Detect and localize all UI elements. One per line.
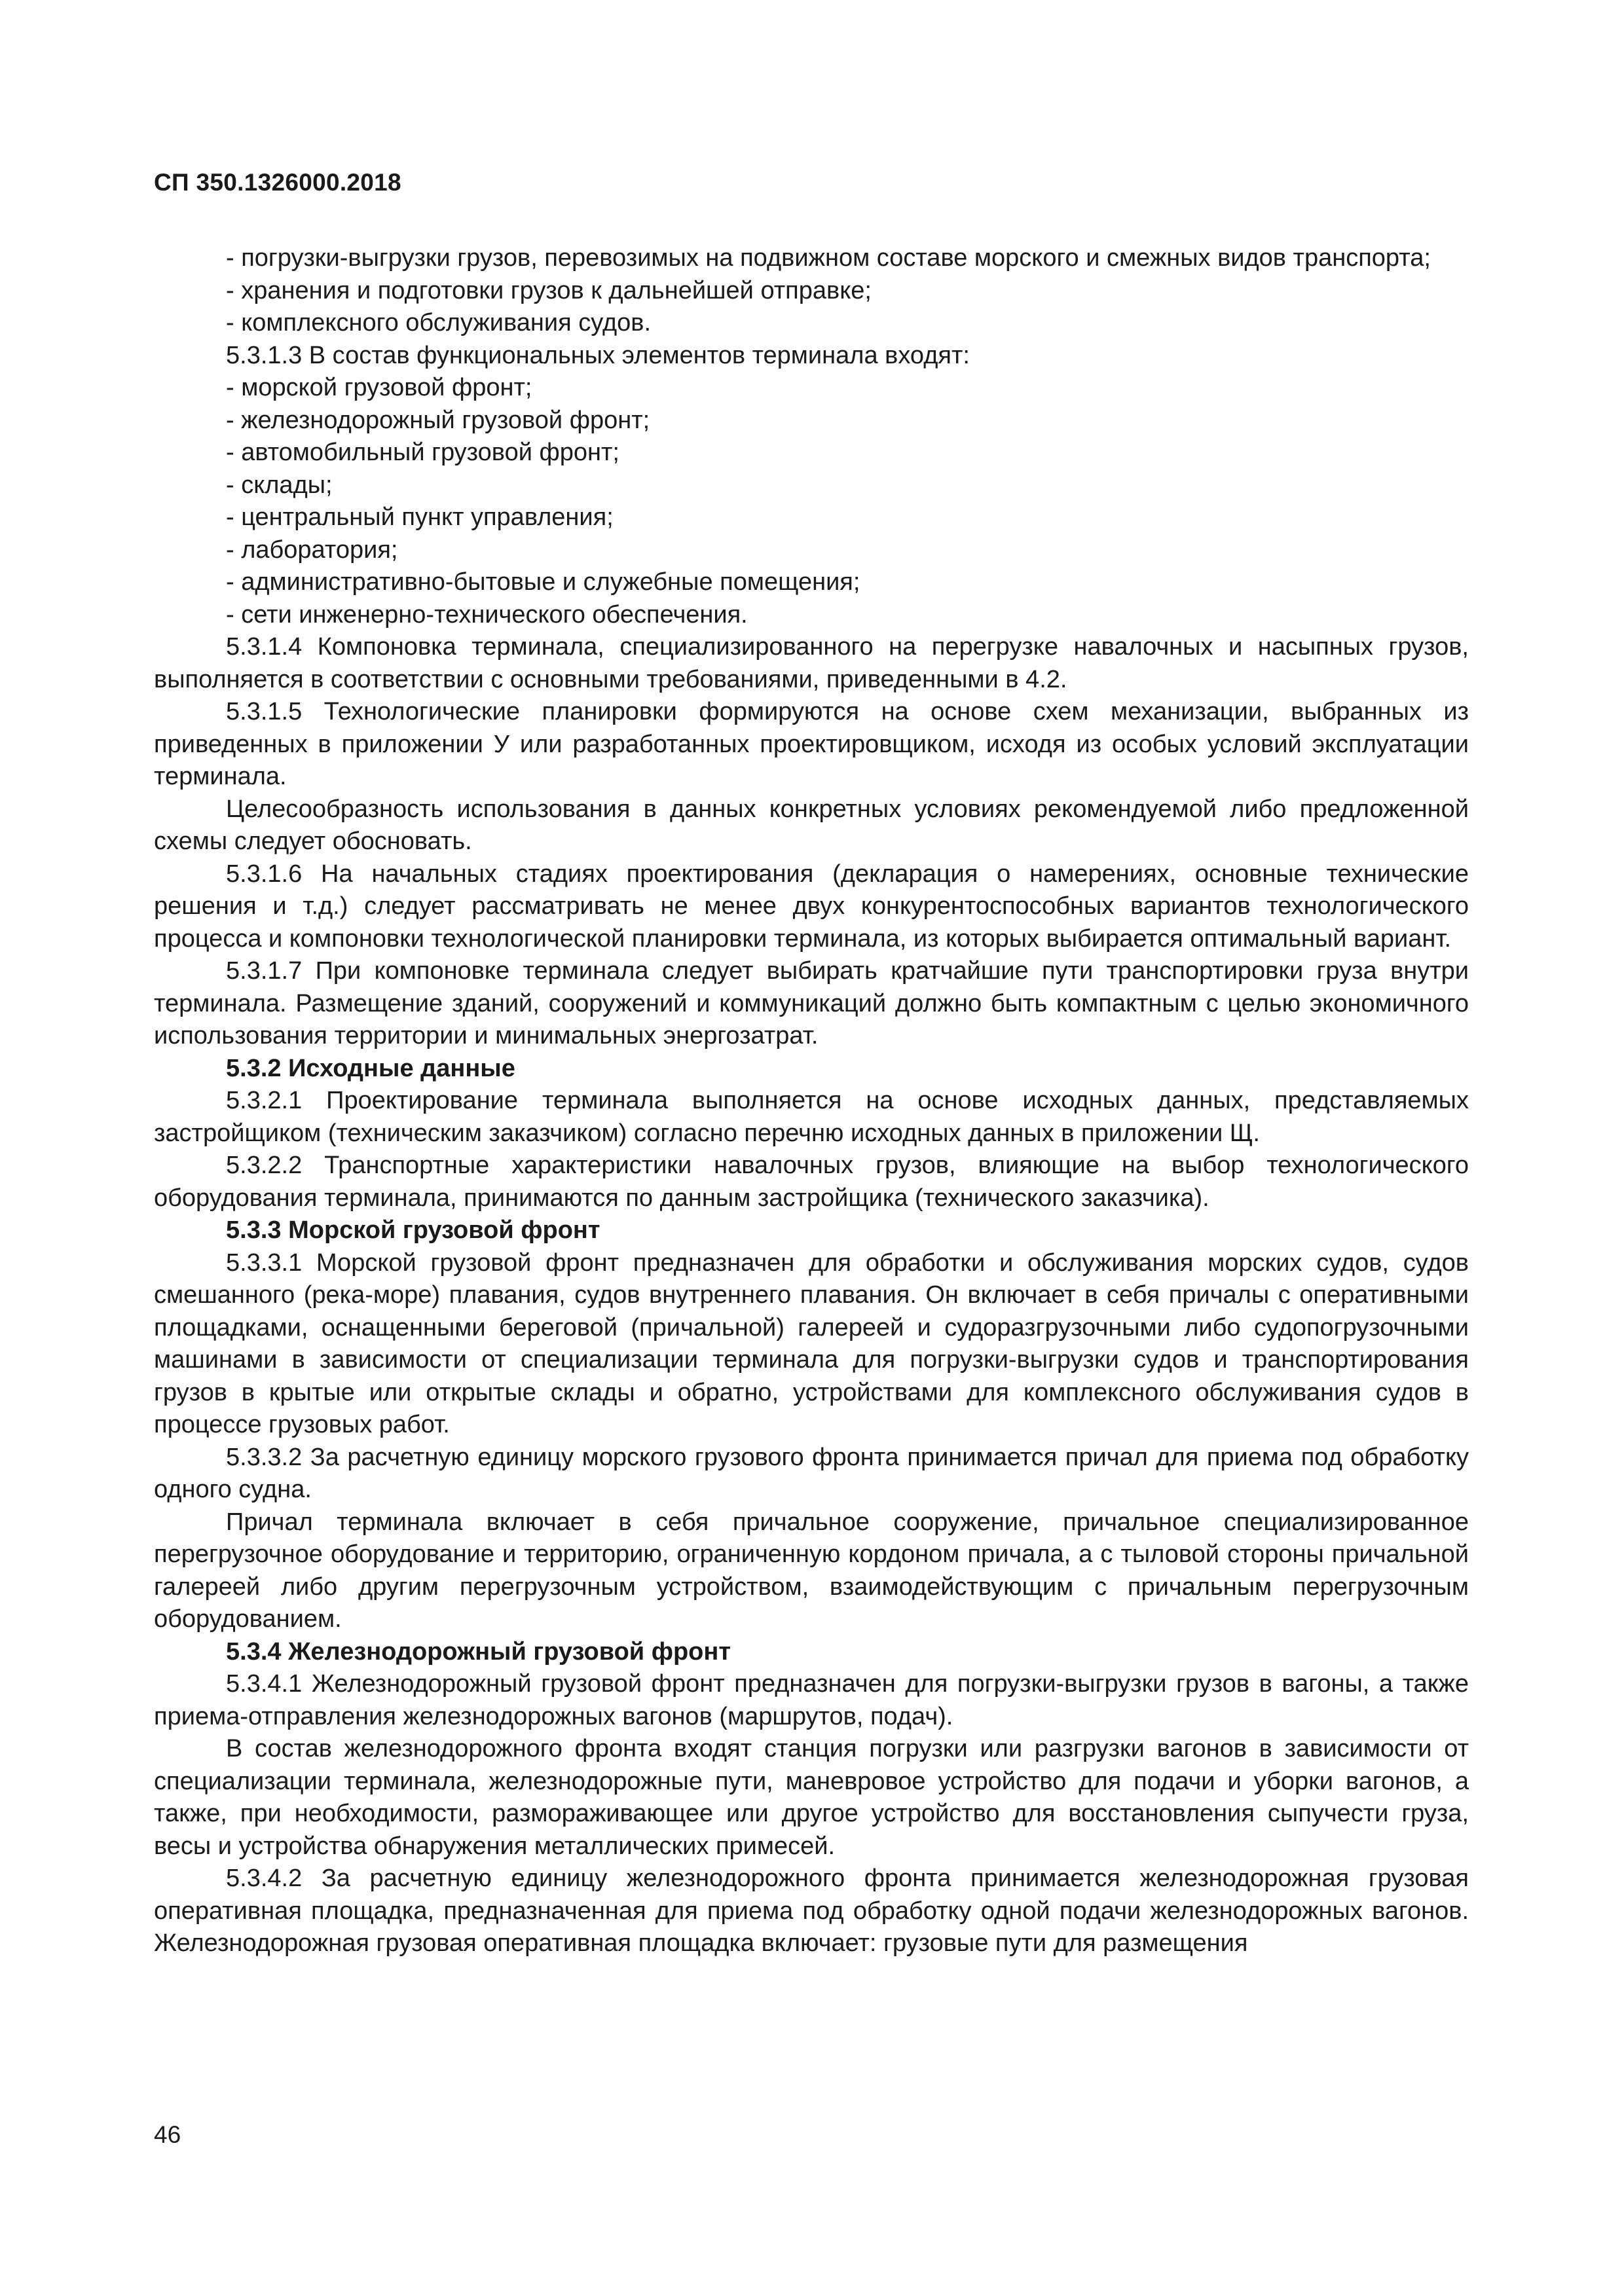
clause-5-3-1-5: 5.3.1.5 Технологические планировки формируются на основе схем механизации, выбранных из приведенных в приложении У или разработанных проектировщиком, исходя из особых условий эксплуатации терминала. xyxy=(154,698,1469,790)
list-item: - склады; xyxy=(226,471,333,499)
clause-5-3-2-1: 5.3.2.1 Проектирование терминала выполняется на основе исходных данных, представляемых застройщиком (техническим заказчиком) согласно перечню исходных данных в приложении Щ. xyxy=(154,1087,1469,1147)
paragraph: Причал терминала включает в себя причальное сооружение, причальное специализированное перегрузочное оборудование и территорию, ограниченную кордоном причала, а с тыловой стороны причальной галереей либо другим перегрузочным устройством, взаимодействующим с причальным перегрузочным оборудованием. xyxy=(154,1508,1469,1633)
section-heading-5-3-3: 5.3.3 Морской грузовой фронт xyxy=(226,1216,600,1244)
list-item: - административно-бытовые и служебные помещения; xyxy=(226,568,860,596)
clause-5-3-4-1: 5.3.4.1 Железнодорожный грузовой фронт предназначен для погрузки-выгрузки грузов в вагоны, а также приема-отправления железнодорожных вагонов (маршрутов, подач). xyxy=(154,1670,1469,1730)
paragraph: В состав железнодорожного фронта входят станция погрузки или разгрузки вагонов в зависимости от специализации терминала, железнодорожные пути, маневровое устройство для подачи и уборки вагонов, а также, при необходимости, размораживающее или другое устройство для восстановления сыпучести груза, весы и устройства обнаружения металлических примесей. xyxy=(154,1735,1469,1860)
clause-5-3-4-2: 5.3.4.2 За расчетную единицу железнодорожного фронта принимается железнодорожная грузовая оперативная площадка, предназначенная для приема под обработку одной подачи железнодорожных вагонов. Железнодорожная грузовая оперативная площадка включает: грузовые пути для размещения xyxy=(154,1865,1469,1957)
clause-5-3-1-3: 5.3.1.3 В состав функциональных элементов терминала входят: xyxy=(226,341,970,369)
clause-5-3-2-2: 5.3.2.2 Транспортные характеристики навалочных грузов, влияющие на выбор технологического оборудования терминала, принимаются по данным застройщика (технического заказчика). xyxy=(154,1152,1469,1212)
document-code-header: СП 350.1326000.2018 xyxy=(154,169,401,196)
list-item: - железнодорожный грузовой фронт; xyxy=(226,406,650,434)
clause-5-3-1-6: 5.3.1.6 На начальных стадиях проектирования (декларация о намерениях, основные технические решения и т.д.) следует рассматривать не менее двух конкурентоспособных вариантов технологического процесса и компоновки технологической планировки терминала, из которых выбирается оптимальный вариант. xyxy=(154,860,1469,953)
clause-5-3-3-2: 5.3.3.2 За расчетную единицу морского грузового фронта принимается причал для приема под обработку одного судна. xyxy=(154,1443,1469,1503)
list-item: - автомобильный грузовой фронт; xyxy=(226,439,619,466)
paragraph: - погрузки-выгрузки грузов, перевозимых на подвижном составе морского и смежных видов транспорта; xyxy=(226,244,1431,272)
list-item: - морской грузовой фронт; xyxy=(226,374,532,401)
clause-5-3-1-7: 5.3.1.7 При компоновке терминала следует выбирать кратчайшие пути транспортировки груза внутри терминала. Размещение зданий, сооружений и коммуникаций должно быть компактным с целью экономичного использования территории и минимальных энергозатрат. xyxy=(154,957,1469,1049)
document-body xyxy=(154,242,1469,1960)
list-item: - лаборатория; xyxy=(226,536,398,564)
section-heading-5-3-2: 5.3.2 Исходные данные xyxy=(226,1054,515,1082)
page-number: 46 xyxy=(154,2121,181,2148)
list-item: - сети инженерно-технического обеспечения. xyxy=(226,600,748,629)
list-item: - комплексного обслуживания судов. xyxy=(226,309,652,337)
paragraph: Целесообразность использования в данных конкретных условиях рекомендуемой либо предложенной схемы следует обосновать. xyxy=(154,795,1469,855)
clause-5-3-1-4: 5.3.1.4 Компоновка терминала, специализированного на перегрузке навалочных и насыпных грузов, выполняется в соответствии с основными требованиями, приведенными в 4.2. xyxy=(154,633,1469,693)
list-item: - центральный пункт управления; xyxy=(226,503,614,531)
clause-5-3-3-1: 5.3.3.1 Морской грузовой фронт предназначен для обработки и обслуживания морских судов, судов смешанного (река-море) плавания, судов внутреннего плавания. Он включает в себя причалы с оперативными площадками, оснащенными береговой (причальной) галереей и судоразгрузочными либо судопогрузочными машинами в зависимости от специализации терминала для погрузки-выгрузки судов и транспортирования грузов в крытые или открытые склады и обратно, устройствами для комплексного обслуживания судов в процессе грузовых работ. xyxy=(154,1248,1469,1438)
list-item: - хранения и подготовки грузов к дальнейшей отправке; xyxy=(226,276,872,304)
section-heading-5-3-4: 5.3.4 Железнодорожный грузовой фронт xyxy=(226,1637,731,1666)
